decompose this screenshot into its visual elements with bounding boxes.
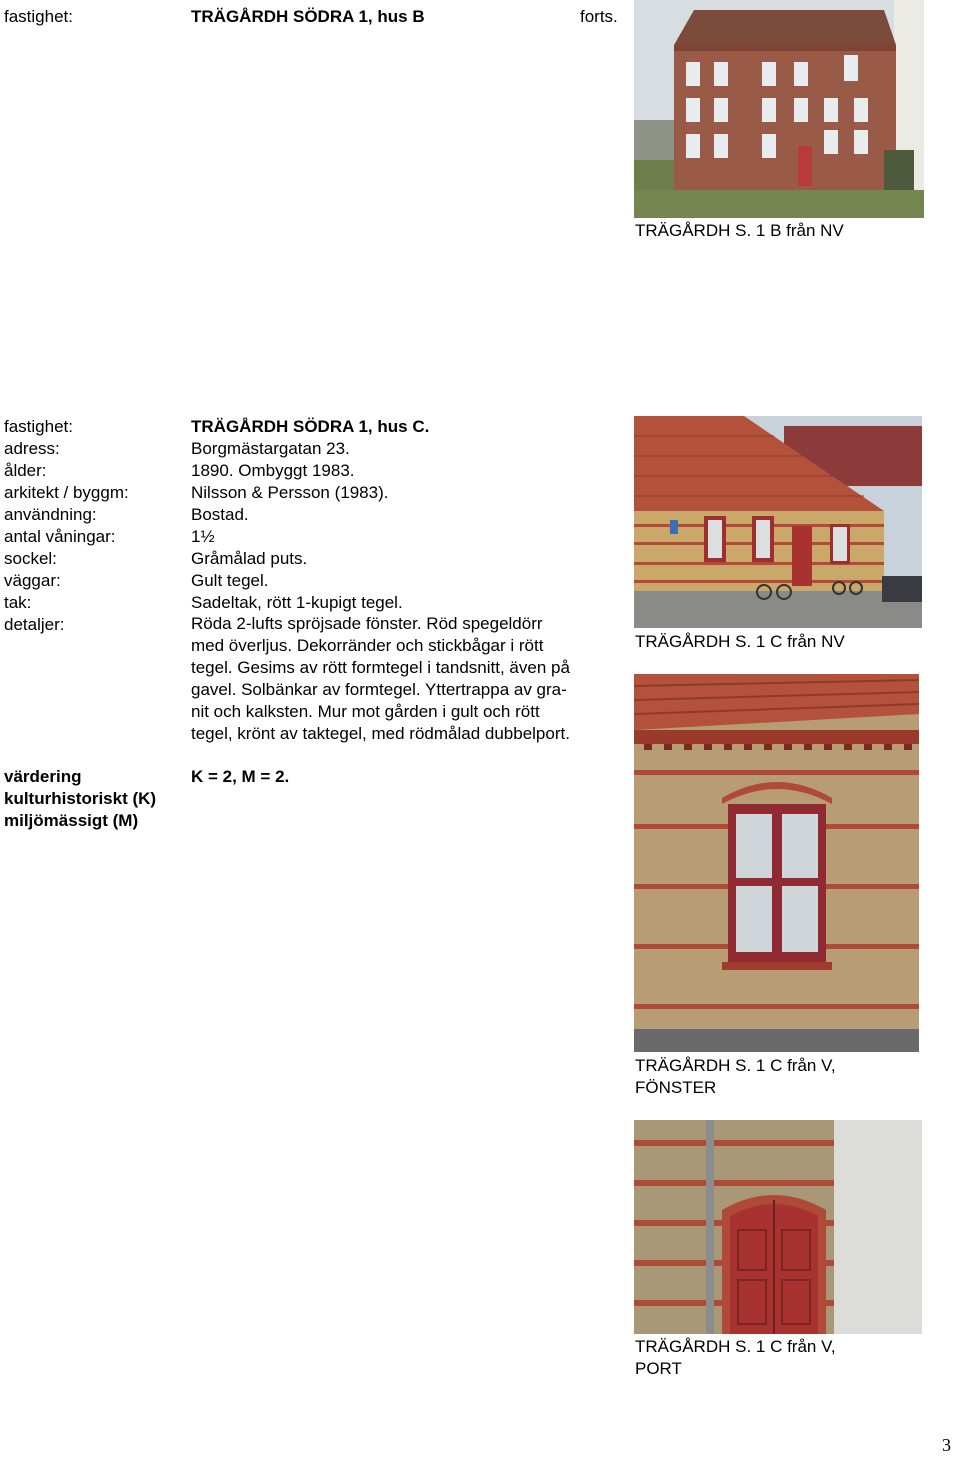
label-detaljer: detaljer:	[4, 615, 65, 634]
vardering-k-label: kulturhistoriskt (K)	[4, 789, 157, 808]
photo-house-b-nv	[634, 0, 924, 218]
vardering-heading: värdering	[4, 767, 82, 786]
detaljer-line: med överljus. Dekorränder och stickbågar i rött	[191, 636, 544, 655]
photo-house-c-nv	[634, 416, 922, 628]
value-vaningar: 1½	[191, 527, 215, 546]
value-vaggar: Gult tegel.	[191, 571, 269, 590]
label-arkitekt: arkitekt / byggm:	[4, 483, 129, 502]
page-number: 3	[942, 1435, 951, 1455]
caption-house-c-nv: TRÄGÅRDH S. 1 C från NV	[635, 632, 845, 651]
detaljer-line: nit och kalksten. Mur mot gården i gult och rött	[191, 702, 540, 721]
label-fastighet-c: fastighet:	[4, 417, 73, 436]
vardering-value: K = 2, M = 2.	[191, 767, 290, 786]
detaljer-line: tegel, krönt av taktegel, med rödmålad dubbelport.	[191, 724, 570, 743]
value-tak: Sadeltak, rött 1-kupigt tegel.	[191, 593, 403, 612]
detaljer-line: Röda 2-lufts spröjsade fönster. Röd spegeldörr	[191, 614, 543, 633]
caption-house-c-window-2: FÖNSTER	[635, 1078, 717, 1097]
value-adress: Borgmästargatan 23.	[191, 439, 350, 458]
caption-house-c-window-1: TRÄGÅRDH S. 1 C från V,	[635, 1056, 836, 1075]
value-fastighet-b: TRÄGÅRDH SÖDRA 1, hus B	[191, 7, 425, 26]
label-alder: ålder:	[4, 461, 47, 480]
vardering-m-label: miljömässigt (M)	[4, 811, 139, 830]
label-vaggar: väggar:	[4, 571, 61, 590]
caption-house-c-port-1: TRÄGÅRDH S. 1 C från V,	[635, 1337, 836, 1356]
caption-house-c-port-2: PORT	[635, 1359, 682, 1378]
photo-house-c-window	[634, 674, 919, 1052]
detaljer-line: gavel. Solbänkar av formtegel. Yttertrappa av gra-	[191, 680, 567, 699]
value-fastighet-c: TRÄGÅRDH SÖDRA 1, hus C.	[191, 417, 430, 436]
label-fastighet-b: fastighet:	[4, 7, 73, 26]
value-anvandning: Bostad.	[191, 505, 249, 524]
forts-label: forts.	[580, 7, 618, 26]
detaljer-line: tegel. Gesims av rött formtegel i tandsnitt, även på	[191, 658, 570, 677]
value-sockel: Gråmålad puts.	[191, 549, 308, 568]
value-arkitekt: Nilsson & Persson (1983).	[191, 483, 389, 502]
label-vaningar: antal våningar:	[4, 527, 116, 546]
label-tak: tak:	[4, 593, 32, 612]
label-adress: adress:	[4, 439, 60, 458]
photo-house-c-port	[634, 1120, 922, 1334]
label-sockel: sockel:	[4, 549, 57, 568]
caption-house-b-nv: TRÄGÅRDH S. 1 B från NV	[635, 221, 844, 240]
value-alder: 1890. Ombyggt 1983.	[191, 461, 355, 480]
label-anvandning: användning:	[4, 505, 97, 524]
detaljer-text	[191, 613, 631, 745]
